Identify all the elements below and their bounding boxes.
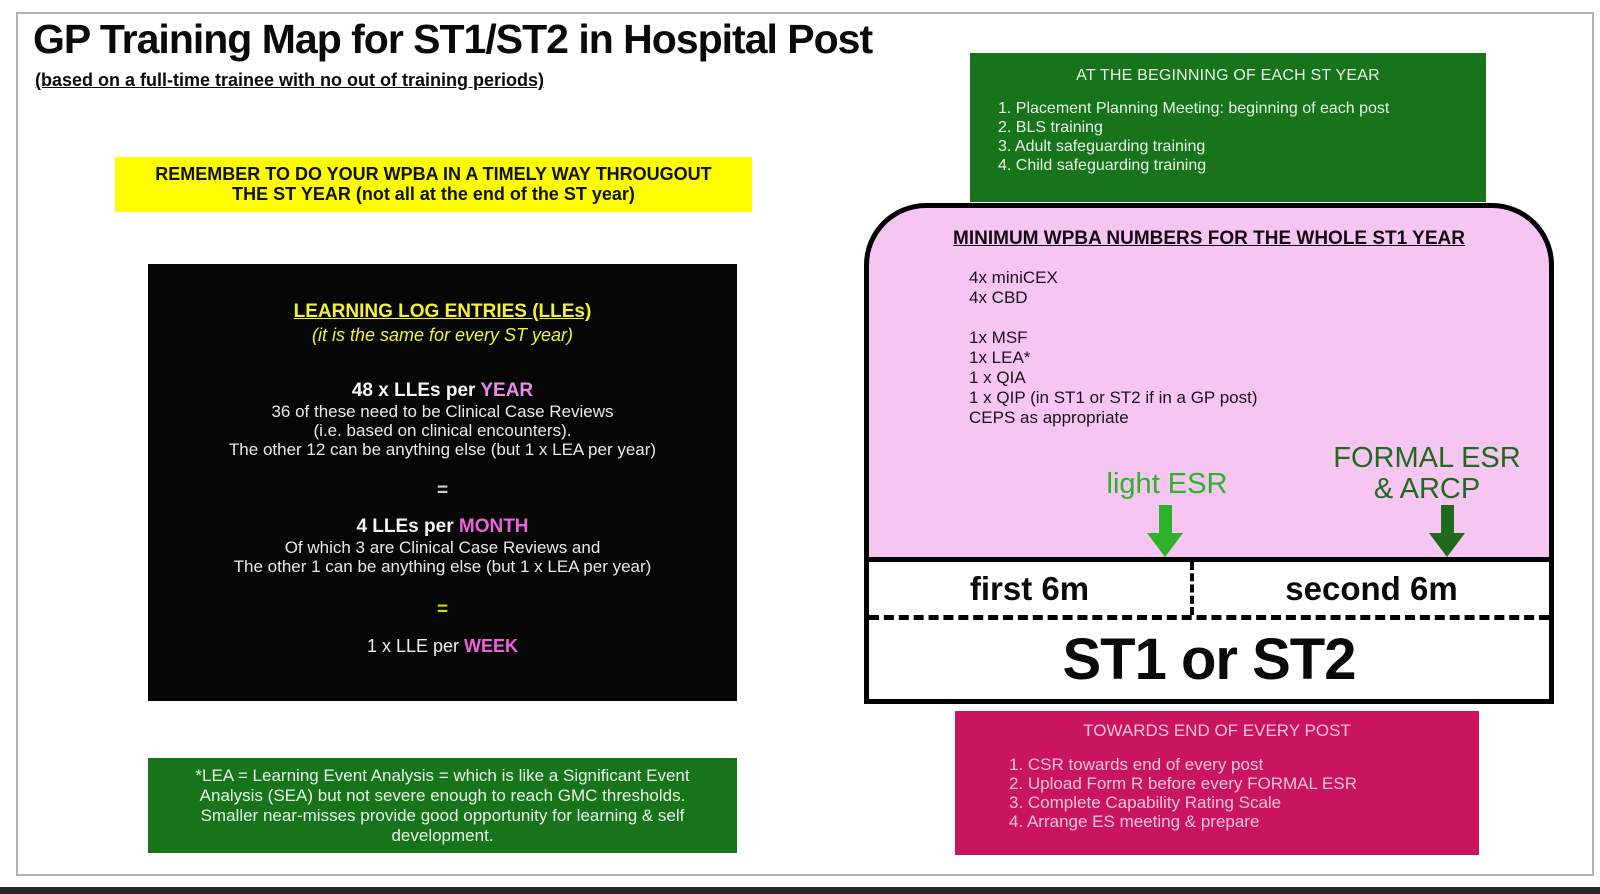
light-esr-down-arrow-icon bbox=[1147, 505, 1183, 557]
timeline-second-6m-cell: second 6m bbox=[1190, 562, 1549, 615]
formal-esr-down-arrow-icon bbox=[1429, 505, 1465, 557]
end-box-list bbox=[955, 755, 1479, 831]
list-item: 1. Placement Planning Meeting: beginning of each post bbox=[998, 100, 1390, 117]
lle-subheading: (it is the same for every ST year) bbox=[311, 325, 574, 345]
beginning-box-title: AT THE BEGINNING OF EACH ST YEAR bbox=[1076, 67, 1380, 84]
note-line: development. bbox=[391, 826, 494, 845]
formal-esr-line: & ARCP bbox=[1373, 473, 1481, 505]
equals-sign: = bbox=[436, 480, 449, 501]
arrow-stem bbox=[1159, 505, 1172, 533]
list-item: 1. CSR towards end of every post bbox=[1009, 755, 1264, 774]
year-prefix: 48 x LLEs per bbox=[351, 380, 481, 401]
list-item: 3. Complete Capability Rating Scale bbox=[1009, 793, 1282, 812]
reminder-line-1: REMEMBER TO DO YOUR WPBA IN A TIMELY WAY THROUGOUT bbox=[155, 164, 712, 184]
list-item: 2. BLS training bbox=[998, 119, 1103, 136]
lle-per-year-line bbox=[148, 380, 737, 402]
lle-year-detail: The other 12 can be anything else (but 1 x LEA per year) bbox=[228, 440, 657, 459]
lle-year-detail: 36 of these need to be Clinical Case Reviews bbox=[271, 402, 614, 421]
page-subtitle: (based on a full-time trainee with no out of training periods) bbox=[35, 70, 545, 90]
lle-per-month-line bbox=[148, 516, 737, 538]
wpba-reminder-banner bbox=[115, 157, 752, 212]
week-prefix: 1 x LLE per bbox=[366, 636, 465, 656]
list-item: 4. Child safeguarding training bbox=[998, 157, 1207, 174]
lle-month-detail: Of which 3 are Clinical Case Reviews and bbox=[284, 538, 601, 557]
list-item: 4. Arrange ES meeting & prepare bbox=[1009, 812, 1260, 831]
learning-log-entries-box bbox=[148, 264, 737, 701]
lea-definition-note-box bbox=[148, 758, 737, 853]
arrow-head bbox=[1147, 533, 1183, 557]
timeline-first-6m-cell: first 6m bbox=[969, 569, 1090, 607]
wpba-item: 1 x QIP (in ST1 or ST2 if in a GP post) bbox=[969, 388, 1258, 407]
beginning-of-st-year-box bbox=[970, 53, 1486, 202]
wpba-item: CEPS as appropriate bbox=[969, 408, 1129, 427]
lle-per-week-line bbox=[148, 636, 737, 657]
towards-end-of-post-box bbox=[955, 711, 1479, 855]
timeline-halves-row bbox=[869, 562, 1549, 620]
wpba-item: 4x CBD bbox=[969, 288, 1028, 307]
arrow-stem bbox=[1441, 505, 1454, 533]
note-line: *LEA = Learning Event Analysis = which is like a Significant Event bbox=[195, 766, 690, 785]
arrow-head bbox=[1429, 533, 1465, 557]
week-highlight: WEEK bbox=[464, 636, 519, 656]
formal-esr-line: FORMAL ESR bbox=[1333, 442, 1521, 474]
timeline-year-label: ST1 or ST2 bbox=[1062, 627, 1356, 692]
end-box-title: TOWARDS END OF EVERY POST bbox=[1083, 721, 1351, 740]
year-highlight: YEAR bbox=[480, 380, 534, 401]
wpba-item: 1 x QIA bbox=[969, 368, 1026, 387]
note-line: Analysis (SEA) but not severe enough to reach GMC thresholds. bbox=[199, 786, 686, 805]
month-highlight: MONTH bbox=[458, 516, 529, 537]
list-item: 3. Adult safeguarding training bbox=[998, 138, 1206, 155]
wpba-heading: MINIMUM WPBA NUMBERS FOR THE WHOLE ST1 YEAR bbox=[953, 228, 1465, 249]
light-esr-label: light ESR bbox=[1106, 468, 1228, 500]
formal-esr-arcp-label bbox=[1327, 443, 1527, 505]
list-gap bbox=[969, 308, 1549, 328]
reminder-line-2: THE ST YEAR (not all at the end of the ST year) bbox=[232, 184, 635, 204]
lle-year-detail: (i.e. based on clinical encounters). bbox=[313, 421, 572, 440]
minimum-wpba-numbers-box bbox=[864, 203, 1554, 557]
wpba-list bbox=[869, 268, 1549, 428]
wpba-item: 1x LEA* bbox=[969, 348, 1031, 367]
month-prefix: 4 LLEs per bbox=[356, 516, 459, 537]
wpba-item: 4x miniCEX bbox=[969, 268, 1058, 287]
list-item: 2. Upload Form R before every FORMAL ESR bbox=[1009, 774, 1357, 793]
lle-month-detail: The other 1 can be anything else (but 1 x LEA per year) bbox=[233, 557, 652, 576]
bottom-edge-strip bbox=[0, 887, 1600, 894]
equals-sign: = bbox=[436, 599, 449, 620]
note-line: Smaller near-misses provide good opportunity for learning & self bbox=[200, 806, 685, 825]
lle-heading: LEARNING LOG ENTRIES (LLEs) bbox=[293, 301, 592, 322]
wpba-item: 1x MSF bbox=[969, 328, 1028, 347]
page-title: GP Training Map for ST1/ST2 in Hospital Post bbox=[33, 16, 873, 62]
beginning-box-list bbox=[970, 99, 1486, 175]
st-year-timeline bbox=[864, 557, 1554, 704]
